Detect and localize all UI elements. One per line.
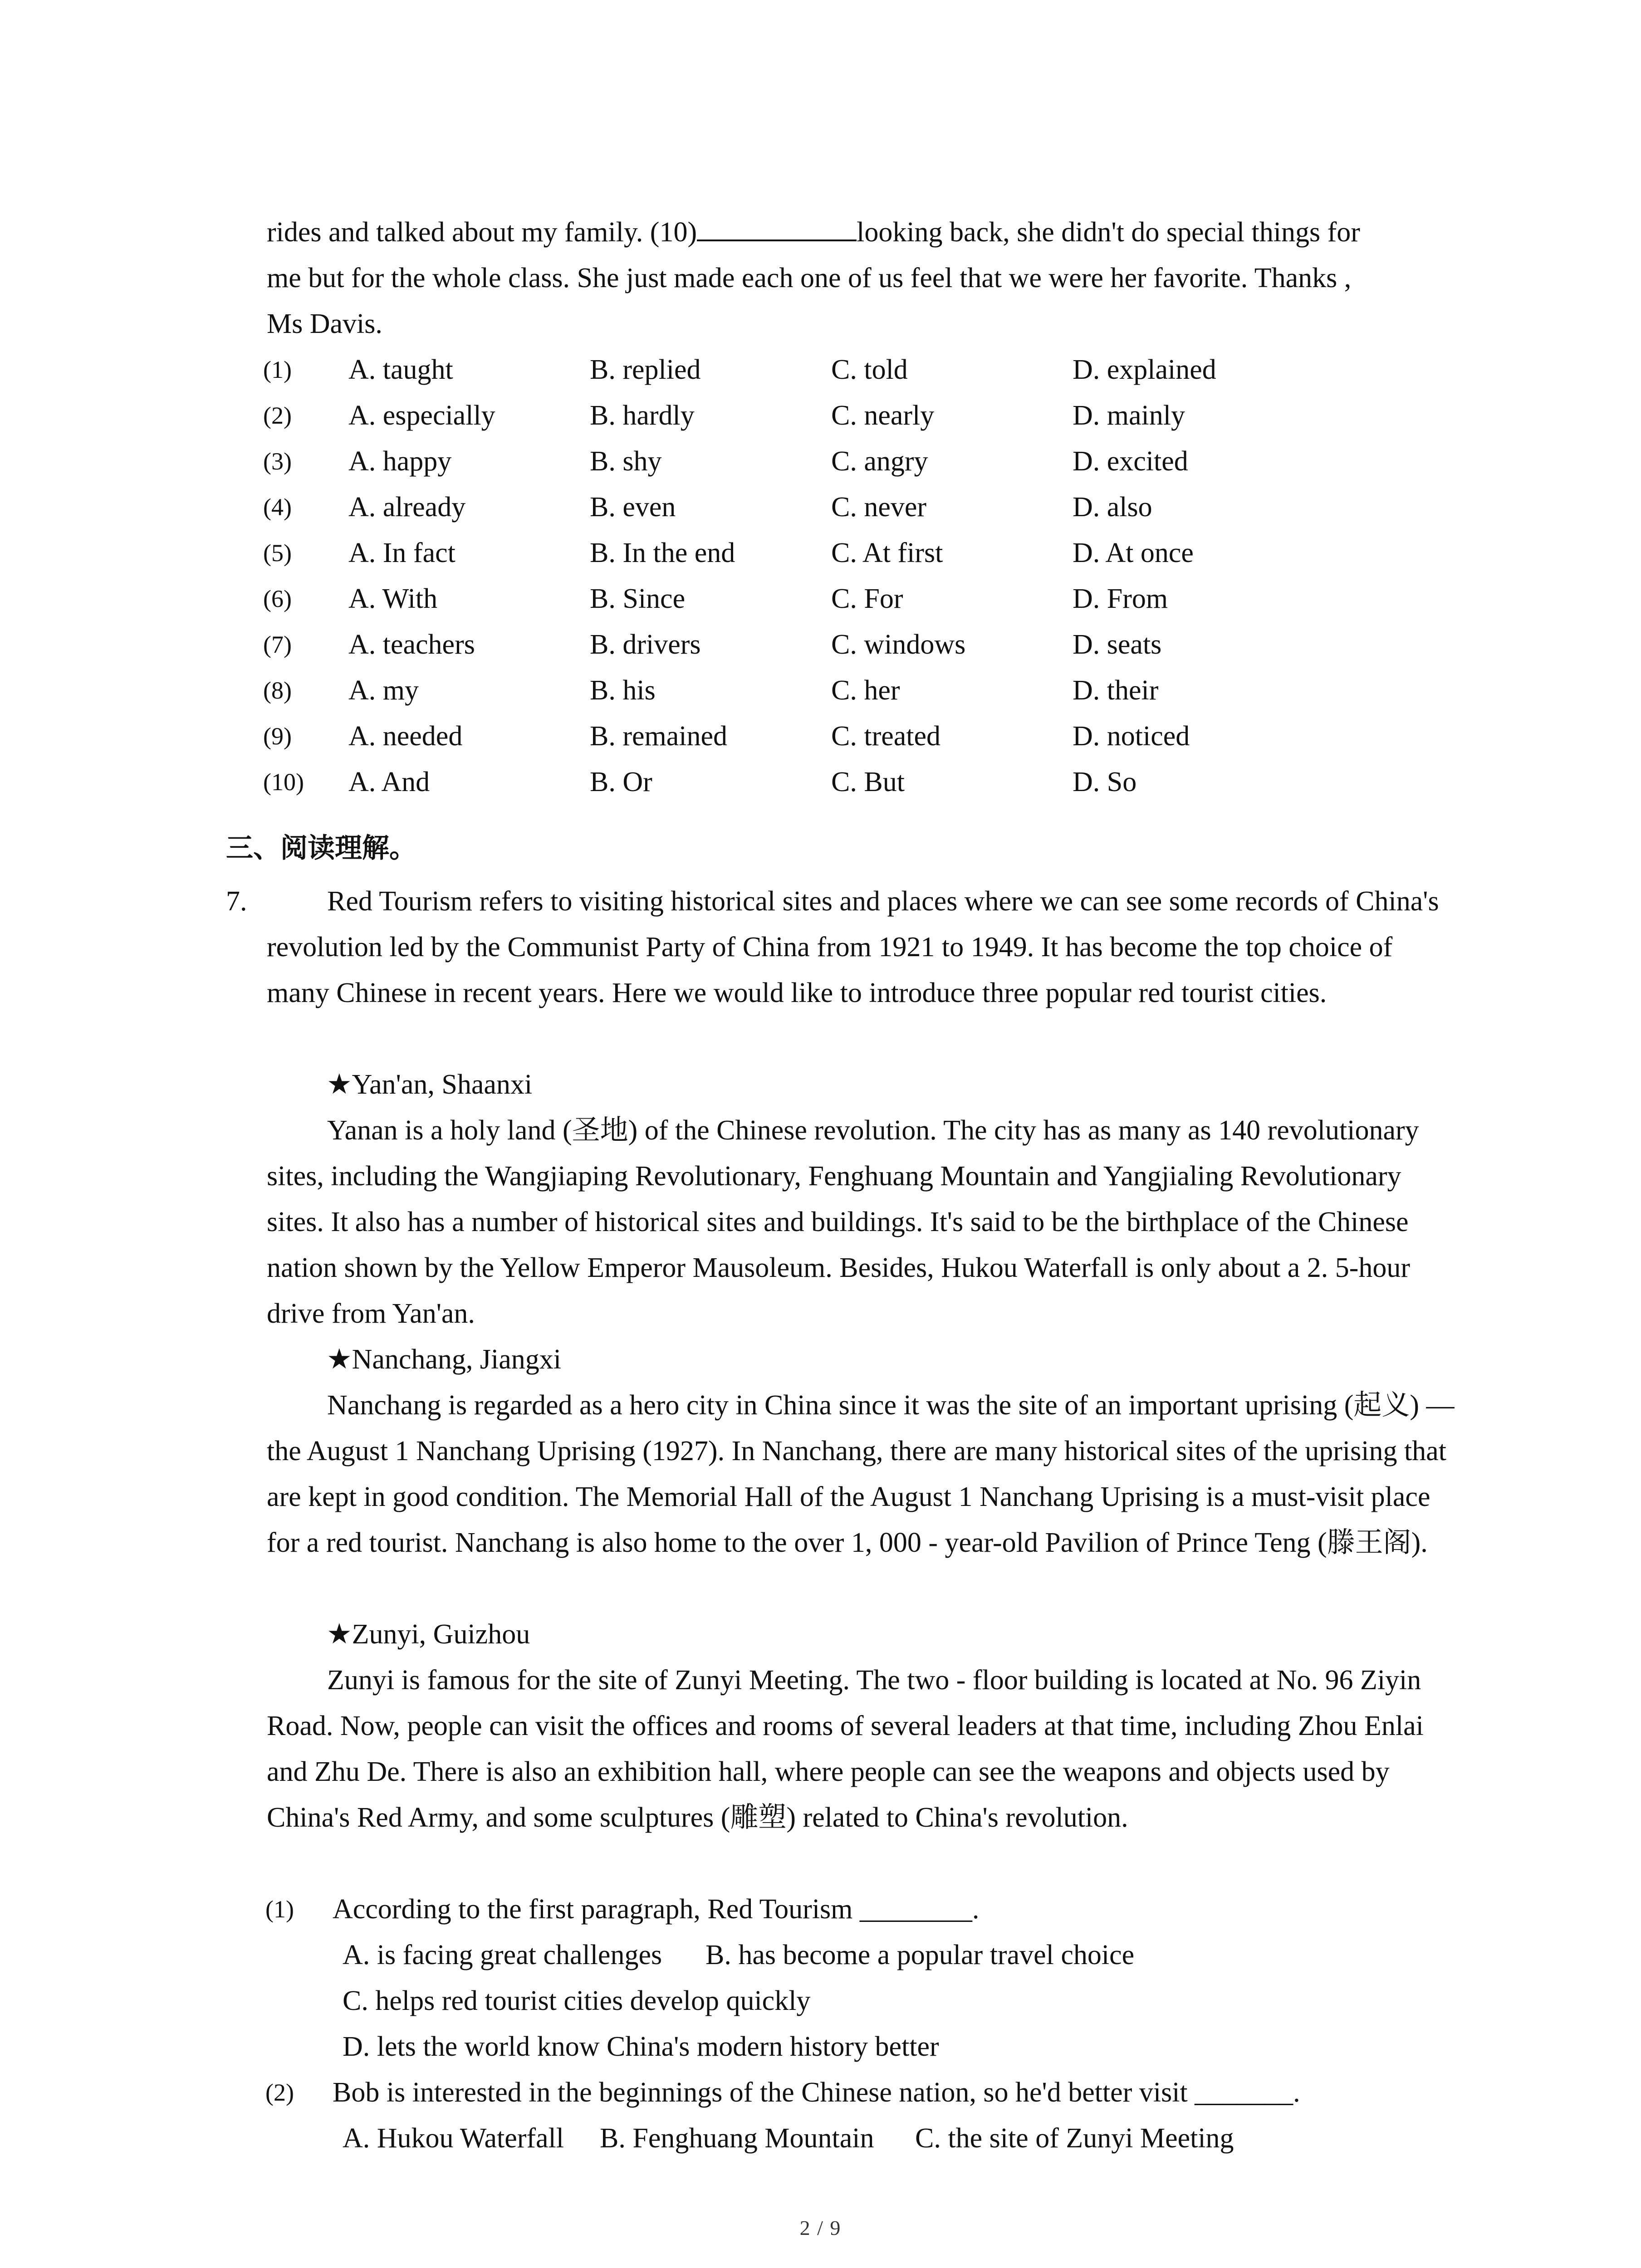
option-c[interactable]: C. windows <box>831 629 966 660</box>
answer-option[interactable]: B. has become a popular travel choice <box>705 1940 1135 1970</box>
option-number: (6) <box>263 585 292 612</box>
option-a[interactable]: A. With <box>348 583 438 614</box>
option-row <box>263 484 1397 530</box>
option-c[interactable]: C. her <box>831 675 900 706</box>
paragraph-nanchang: Nanchang is regarded as a hero city in China since it was the site of an important uprising (起义) — the August 1 Nanchang Uprising (1927). In Nanchang, there are many historical sites of the uprising that are kept in good condition. The Memorial Hall of the August 1 Nanchang Uprising is a must-visit place for a red tourist. Nanchang is also home to the over 1, 000 ‐ year-old Pavilion of Prince Teng (滕王阁). <box>267 1390 1455 1558</box>
answer-option[interactable]: C. helps red tourist cities develop quickly <box>343 1985 811 2016</box>
option-row <box>263 393 1397 439</box>
option-a[interactable]: A. my <box>348 675 419 706</box>
option-d[interactable]: D. also <box>1073 492 1152 523</box>
option-row <box>263 439 1397 484</box>
option-b[interactable]: B. replied <box>590 354 701 385</box>
option-a[interactable]: A. In fact <box>348 538 456 568</box>
option-d[interactable]: D. explained <box>1073 354 1216 385</box>
option-b[interactable]: B. Since <box>590 583 686 614</box>
option-d[interactable]: D. noticed <box>1073 721 1190 752</box>
option-d[interactable]: D. excited <box>1073 446 1188 477</box>
option-c[interactable]: C. never <box>831 492 927 523</box>
question-number: 7. <box>226 886 247 917</box>
option-row <box>263 622 1397 668</box>
option-number: (4) <box>263 494 292 521</box>
option-number: (5) <box>263 539 292 567</box>
option-row <box>263 759 1397 805</box>
option-a[interactable]: A. taught <box>348 354 453 385</box>
paragraph-zunyi: Zunyi is famous for the site of Zunyi Meeting. The two ‐ floor building is located at No. 96 Ziyin Road. Now, people can visit the offices and rooms of several leaders at that time, including Zhou Enlai and Zhu De. There is also an exhibition hall, where people can see the weapons and objects used by China's Red Army, and some sculptures (雕塑) related to China's revolution. <box>267 1665 1424 1833</box>
answer-blank[interactable] <box>697 214 857 241</box>
city-heading-yanan: ★Yan'an, Shaanxi <box>327 1069 533 1100</box>
subquestion-number: (1) <box>265 1896 294 1923</box>
answer-option[interactable]: C. the site of Zunyi Meeting <box>915 2123 1234 2154</box>
option-d[interactable]: D. So <box>1073 767 1137 797</box>
city-heading-zunyi: ★Zunyi, Guizhou <box>327 1619 530 1650</box>
option-row <box>263 576 1397 622</box>
option-c[interactable]: C. treated <box>831 721 941 752</box>
subquestion-number: (2) <box>265 2079 294 2106</box>
answer-option[interactable]: A. Hukou Waterfall <box>343 2123 564 2154</box>
option-a[interactable]: A. And <box>348 767 430 797</box>
option-c[interactable]: C. But <box>831 767 905 797</box>
option-b[interactable]: B. In the end <box>590 538 735 568</box>
option-d[interactable]: D. mainly <box>1073 400 1185 431</box>
option-a[interactable]: A. teachers <box>348 629 475 660</box>
subquestion-stem: Bob is interested in the beginnings of the Chinese nation, so he'd better visit _______. <box>333 2077 1300 2108</box>
section-heading: 三、阅读理解。 <box>226 832 416 864</box>
option-b[interactable]: B. drivers <box>590 629 701 660</box>
option-row <box>263 714 1397 759</box>
passage-text: rides and talked about my family. (10) <box>267 217 697 248</box>
option-number: (7) <box>263 631 292 658</box>
option-c[interactable]: C. nearly <box>831 400 935 431</box>
answer-option[interactable]: B. Fenghuang Mountain <box>600 2123 874 2154</box>
option-row <box>263 668 1397 714</box>
option-a[interactable]: A. happy <box>348 446 452 477</box>
option-number: (3) <box>263 448 292 475</box>
option-number: (8) <box>263 677 292 704</box>
reading-intro: Red Tourism refers to visiting historical sites and places where we can see some records of China's revolution led by the Communist Party of China from 1921 to 1949. It has become the top choice of many Chinese in recent years. Here we would like to introduce three popular red tourist cities. <box>267 886 1439 1008</box>
answer-option[interactable]: D. lets the world know China's modern history better <box>343 2031 939 2062</box>
cloze-options <box>263 347 1397 805</box>
option-c[interactable]: C. told <box>831 354 908 385</box>
option-number: (1) <box>263 356 292 383</box>
option-d[interactable]: D. their <box>1073 675 1159 706</box>
passage-text: looking back, she didn't do special things for <box>857 217 1360 248</box>
option-c[interactable]: C. For <box>831 583 903 614</box>
option-row <box>263 530 1397 576</box>
page-number: 2 / 9 <box>799 2216 842 2239</box>
option-row <box>263 347 1397 393</box>
option-c[interactable]: C. At first <box>831 538 943 568</box>
option-b[interactable]: B. remained <box>590 721 728 752</box>
answer-option[interactable]: A. is facing great challenges <box>343 1940 662 1970</box>
subquestion-stem: According to the first paragraph, Red Tourism ________. <box>333 1894 980 1925</box>
option-number: (10) <box>263 768 304 796</box>
option-a[interactable]: A. already <box>348 492 466 523</box>
city-heading-nanchang: ★Nanchang, Jiangxi <box>327 1344 562 1375</box>
option-b[interactable]: B. shy <box>590 446 662 477</box>
passage-line <box>267 210 1455 255</box>
paragraph-yanan: Yanan is a holy land (圣地) of the Chinese revolution. The city has as many as 140 revolutionary sites, including the Wangjiaping Revolutionary, Fenghuang Mountain and Yangjialing Revolutionary sites. It also has a number of historical sites and buildings. It's said to be the birthplace of the Chinese nation shown by the Yellow Emperor Mausoleum. Besides, Hukou Waterfall is only about a 2. 5-hour drive from Yan'an. <box>267 1115 1419 1329</box>
passage-line: Ms Davis. <box>267 308 382 339</box>
option-c[interactable]: C. angry <box>831 446 928 477</box>
option-number: (2) <box>263 402 292 429</box>
option-b[interactable]: B. his <box>590 675 656 706</box>
option-number: (9) <box>263 723 292 750</box>
option-a[interactable]: A. especially <box>348 400 495 431</box>
option-b[interactable]: B. even <box>590 492 676 523</box>
passage-line: me but for the whole class. She just made each one of us feel that we were her favorite. Thanks , <box>267 263 1352 293</box>
option-b[interactable]: B. hardly <box>590 400 695 431</box>
option-a[interactable]: A. needed <box>348 721 463 752</box>
option-d[interactable]: D. At once <box>1073 538 1194 568</box>
option-d[interactable]: D. seats <box>1073 629 1162 660</box>
option-d[interactable]: D. From <box>1073 583 1168 614</box>
option-b[interactable]: B. Or <box>590 767 652 797</box>
